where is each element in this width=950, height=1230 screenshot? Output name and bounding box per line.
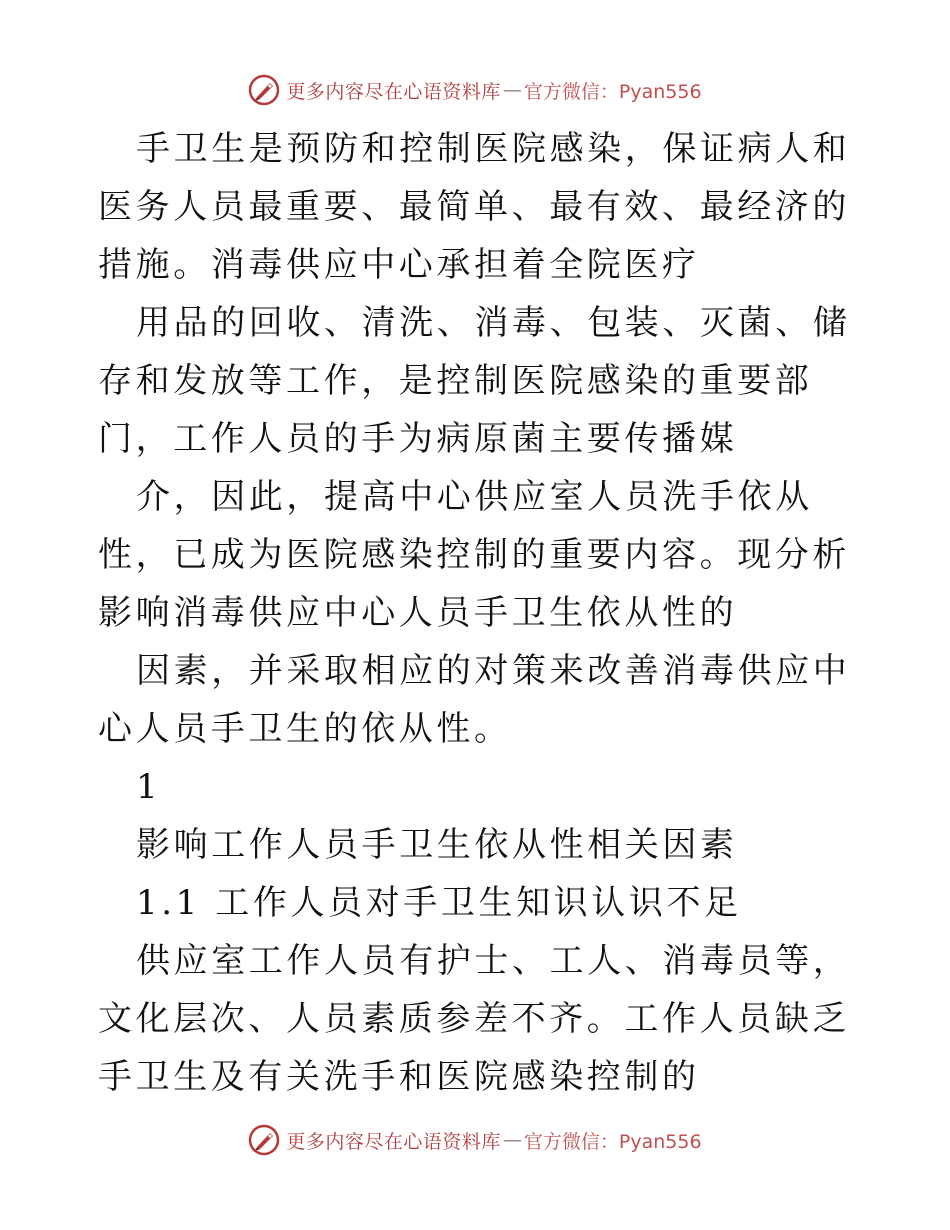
watermark-separator: — (502, 79, 522, 101)
section-heading: 影响工作人员手卫生依从性相关因素 (136, 825, 738, 865)
paragraph: 因素，并采取相应的对策来改善消毒供应中心人员手卫生的依从性。 (98, 651, 851, 749)
watermark-separator: — (502, 1129, 522, 1151)
quill-pen-logo-icon (248, 74, 280, 106)
watermark-text: 更多内容尽在心语资料库 (286, 80, 501, 103)
paragraph: 供应室工作人员有护士、工人、消毒员等，文化层次、人员素质参差不齐。工作人员缺乏手卫生及有关洗手和医院感染控制的 (98, 941, 851, 1097)
paragraph: 手卫生是预防和控制医院感染，保证病人和医务人员最重要、最简单、最有效、最经济的措施。消毒供应中心承担着全院医疗 (98, 129, 851, 285)
subsection-heading: 1.1 工作人员对手卫生知识认识不足 (136, 883, 742, 923)
quill-pen-logo-icon (248, 1124, 280, 1156)
header-watermark (0, 72, 950, 108)
paragraph: 用品的回收、清洗、消毒、包装、灭菌、储存和发放等工作，是控制医院感染的重要部门，工作人员的手为病原菌主要传播媒 (98, 303, 851, 459)
paragraph: 介，因此，提高中心供应室人员洗手依从性，已成为医院感染控制的重要内容。现分析影响消毒供应中心人员手卫生依从性的 (98, 477, 850, 633)
document-body (98, 120, 858, 1106)
section-number: 1 (136, 767, 162, 807)
watermark-wechat: 官方微信：Pyan556 (523, 80, 702, 103)
footer-watermark (0, 1122, 950, 1158)
watermark-wechat: 官方微信：Pyan556 (523, 1130, 702, 1153)
watermark-text: 更多内容尽在心语资料库 (286, 1130, 501, 1153)
